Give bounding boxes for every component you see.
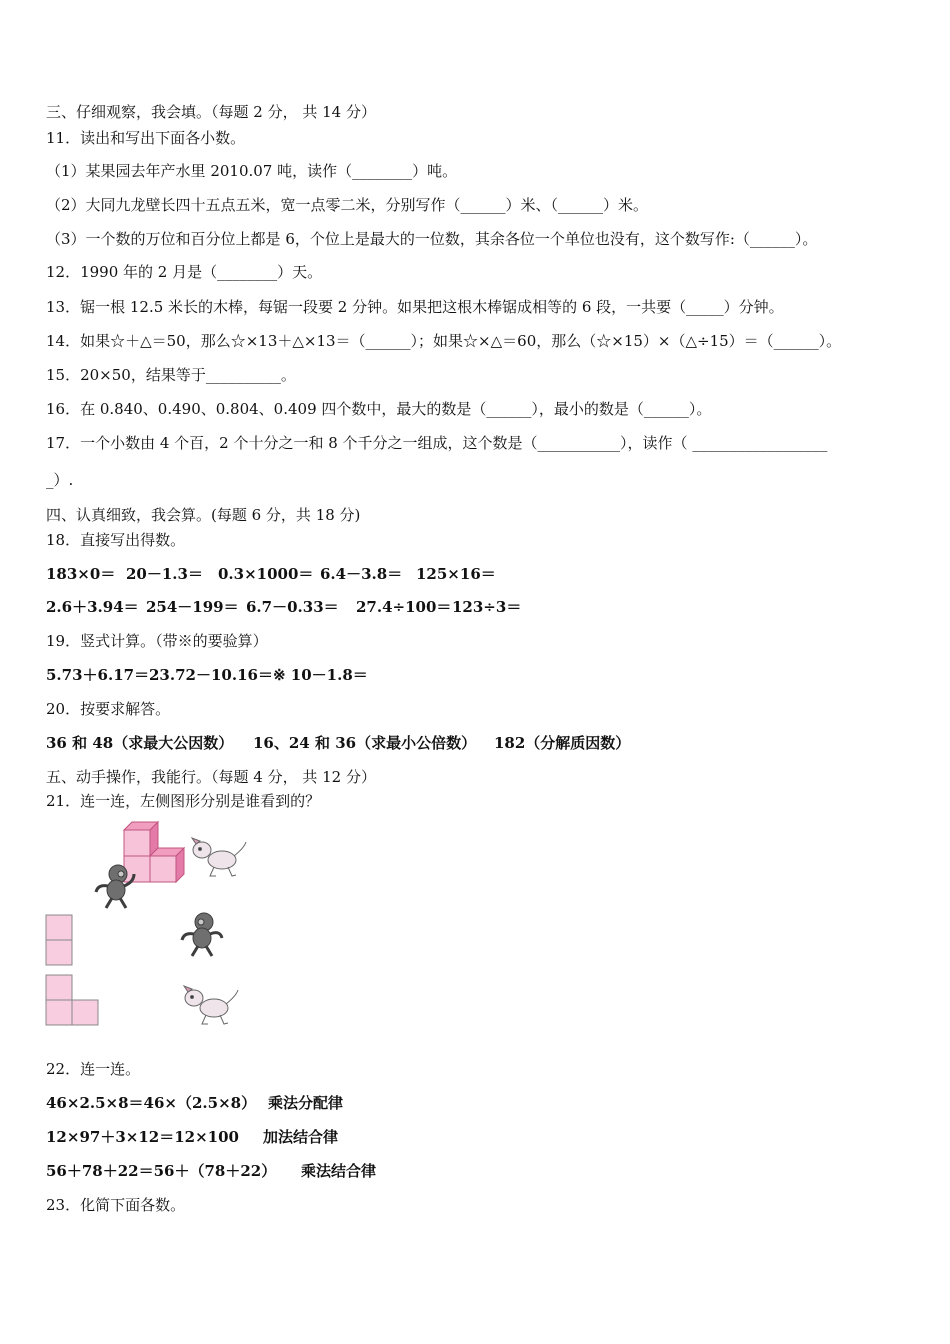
q20-title: 20．按要求解答。 xyxy=(46,700,171,718)
q18-row2-item: 123÷3＝ xyxy=(452,598,522,616)
q21-title: 21．连一连，左侧图形分别是谁看到的？ xyxy=(46,792,321,810)
q18-row1-item: 183×0＝ xyxy=(46,565,116,583)
q23-title: 23．化简下面各数。 xyxy=(46,1196,186,1214)
monkey-icon xyxy=(180,910,226,960)
section5-heading: 五、动手操作，我能行。（每题 4 分， 共 12 分） xyxy=(46,768,376,786)
q22-law: 加法结合律 xyxy=(263,1128,339,1146)
cube-front-face xyxy=(150,856,176,882)
q17: 17．一个小数由 4 个百，2 个十分之一和 8 个千分之一组成，这个数是（___________），读作（ __________________ xyxy=(46,434,828,452)
dog-icon xyxy=(180,980,240,1028)
q15: 15．20×50，结果等于__________。 xyxy=(46,366,296,384)
cube-front-face xyxy=(124,830,150,856)
q20-item: 182（分解质因数） xyxy=(494,734,631,752)
q18-row2-item: 2.6＋3.94＝ xyxy=(46,598,139,616)
view-l-shape-squares xyxy=(45,974,101,1028)
q22-expr: 56＋78＋22＝56＋（78＋22） xyxy=(46,1162,277,1180)
q22-title: 22．连一连。 xyxy=(46,1060,141,1078)
q19-item: 5.73＋6.17＝ xyxy=(46,666,150,684)
q16: 16．在 0.840、0.490、0.804、0.409 四个数中，最大的数是（______），最小的数是（______）。 xyxy=(46,400,712,418)
q18-row1-item: 20－1.3＝ xyxy=(126,565,203,583)
q17-continued: _）. xyxy=(46,471,74,489)
q11-2: （2）大同九龙壁长四十五点五米，宽一点零二米，分别写作（______）米、（______）米。 xyxy=(46,196,649,214)
q22-expr: 12×97＋3×12＝12×100 xyxy=(46,1128,239,1146)
view-two-stacked-squares xyxy=(45,914,75,968)
q22-expr: 46×2.5×8＝46×（2.5×8） xyxy=(46,1094,257,1112)
q18-row1-item: 6.4－3.8＝ xyxy=(320,565,403,583)
q11-title: 11．读出和写出下面各小数。 xyxy=(46,129,246,147)
q19-item: ※ 10－1.8＝ xyxy=(273,666,368,684)
q19-title: 19．竖式计算。（带※的要验算） xyxy=(46,632,268,650)
q19-item: 23.72－10.16＝ xyxy=(149,666,273,684)
q12: 12．1990 年的 2 月是（________）天。 xyxy=(46,263,323,281)
q18-title: 18．直接写出得数。 xyxy=(46,531,186,549)
q20-item: 16、24 和 36（求最小公倍数） xyxy=(253,734,477,752)
monkey-icon xyxy=(92,862,138,912)
q18-row1-item: 125×16＝ xyxy=(416,565,496,583)
q22-law: 乘法结合律 xyxy=(301,1162,377,1180)
q18-row2-item: 6.7－0.33＝ xyxy=(246,598,339,616)
dog-icon xyxy=(188,832,248,880)
section3-heading: 三、仔细观察，我会填。（每题 2 分， 共 14 分） xyxy=(46,103,376,121)
section4-heading: 四、认真细致，我会算。(每题 6 分，共 18 分) xyxy=(46,506,361,524)
q13: 13．锯一根 12.5 米长的木棒，每锯一段要 2 分钟。如果把这根木棒锯成相等的 6 段，一共要（_____）分钟。 xyxy=(46,298,784,316)
q18-row1-item: 0.3×1000＝ xyxy=(218,565,314,583)
q11-1: （1）某果园去年产水里 2010.07 吨，读作（________）吨。 xyxy=(46,162,458,180)
q22-law: 乘法分配律 xyxy=(268,1094,344,1112)
q14: 14．如果☆＋△＝50，那么☆×13＋△×13＝（______）；如果☆×△＝60，那么（☆×15）×（△÷15）＝（______）。 xyxy=(46,332,842,350)
q18-row2-item: 254－199＝ xyxy=(146,598,239,616)
q20-item: 36 和 48（求最大公因数） xyxy=(46,734,234,752)
q11-3: （3）一个数的万位和百分位上都是 6，个位上是最大的一位数，其余各位一个单位也没有，这个数写作:（______）。 xyxy=(46,230,818,248)
q18-row2-item: 27.4÷100＝ xyxy=(356,598,452,616)
